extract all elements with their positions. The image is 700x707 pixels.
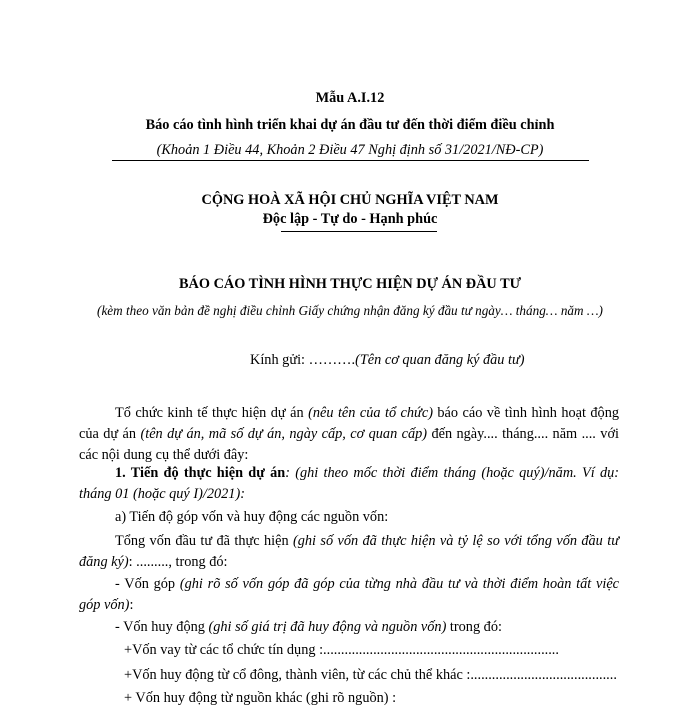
contributed-tail: : bbox=[129, 597, 134, 613]
total-capital bbox=[79, 531, 619, 573]
contributed-note: (ghi rõ số vốn góp đã góp của từng nhà đầu tư và thời điểm hoàn tất việc góp vốn) bbox=[79, 576, 620, 613]
contributed-capital bbox=[79, 574, 619, 616]
item-a: a) Tiến độ góp vốn và huy động các nguồn vốn: bbox=[115, 509, 389, 525]
motto-underline bbox=[281, 231, 437, 232]
mobilized-capital bbox=[79, 617, 619, 638]
recipient-value: (Tên cơ quan đăng ký đầu tư) bbox=[355, 352, 525, 368]
recipient-label: Kính gửi: ………. bbox=[250, 352, 356, 368]
intro-text-3: đến ngày.... tháng.... năm .... với các nội dung cụ thể dưới đây: bbox=[79, 426, 619, 463]
section-1-heading: 1. Tiến độ thực hiện dự án bbox=[115, 465, 286, 481]
intro-paragraph bbox=[79, 403, 619, 466]
mobilized-tail: trong đó: bbox=[446, 619, 502, 635]
mobilized-note: (ghi số giá trị đã huy động và nguồn vốn) bbox=[208, 619, 447, 635]
total-capital-tail: : ........., trong đó: bbox=[128, 554, 228, 570]
intro-org-note: (nêu tên của tổ chức) bbox=[308, 405, 433, 421]
mobilized-text: - Vốn huy động bbox=[115, 619, 209, 635]
intro-text-1: Tổ chức kinh tế thực hiện dự án bbox=[115, 405, 309, 421]
form-code: Mẫu A.I.12 bbox=[315, 90, 385, 106]
section-1 bbox=[79, 463, 619, 505]
contributed-text: - Vốn góp bbox=[115, 576, 180, 592]
recipient-line bbox=[250, 352, 525, 369]
shareholder-line: +Vốn huy động từ cổ đông, thành viên, từ các chủ thể khác :......................................... bbox=[124, 667, 617, 683]
report-title: BÁO CÁO TÌNH HÌNH THỰC HIỆN DỰ ÁN ĐẦU TƯ bbox=[179, 276, 521, 292]
intro-text-2: báo cáo về tình hình hoạt động của dự án bbox=[79, 405, 619, 442]
loan-line: +Vốn vay từ các tổ chức tín dụng :.................................................................. bbox=[124, 642, 559, 658]
national-title: CỘNG HOÀ XÃ HỘI CHỦ NGHĨA VIỆT NAM bbox=[201, 192, 499, 208]
total-capital-note: (ghi số vốn đã thực hiện và tỷ lệ so với tổng vốn đầu tư đăng ký) bbox=[79, 533, 619, 570]
header-divider bbox=[112, 160, 589, 161]
section-1-note: : (ghi theo mốc thời điểm tháng (hoặc quý)/năm. Ví dụ: tháng 01 (hoặc quý I)/2021): bbox=[79, 465, 620, 502]
intro-project-note: (tên dự án, mã số dự án, ngày cấp, cơ quan cấp) bbox=[140, 426, 428, 442]
form-title: Báo cáo tình hình triển khai dự án đầu tư đến thời điểm điều chỉnh bbox=[145, 117, 555, 133]
legal-basis: (Khoản 1 Điều 44, Khoản 2 Điều 47 Nghị định số 31/2021/NĐ-CP) bbox=[156, 142, 544, 158]
report-subtitle: (kèm theo văn bản đề nghị điều chỉnh Giấy chứng nhận đăng ký đầu tư ngày… tháng… năm …) bbox=[97, 303, 603, 318]
other-sources-line: + Vốn huy động từ nguồn khác (ghi rõ nguồn) : bbox=[124, 690, 397, 706]
motto: Độc lập - Tự do - Hạnh phúc bbox=[262, 211, 438, 227]
total-capital-text: Tổng vốn đầu tư đã thực hiện bbox=[115, 533, 293, 549]
